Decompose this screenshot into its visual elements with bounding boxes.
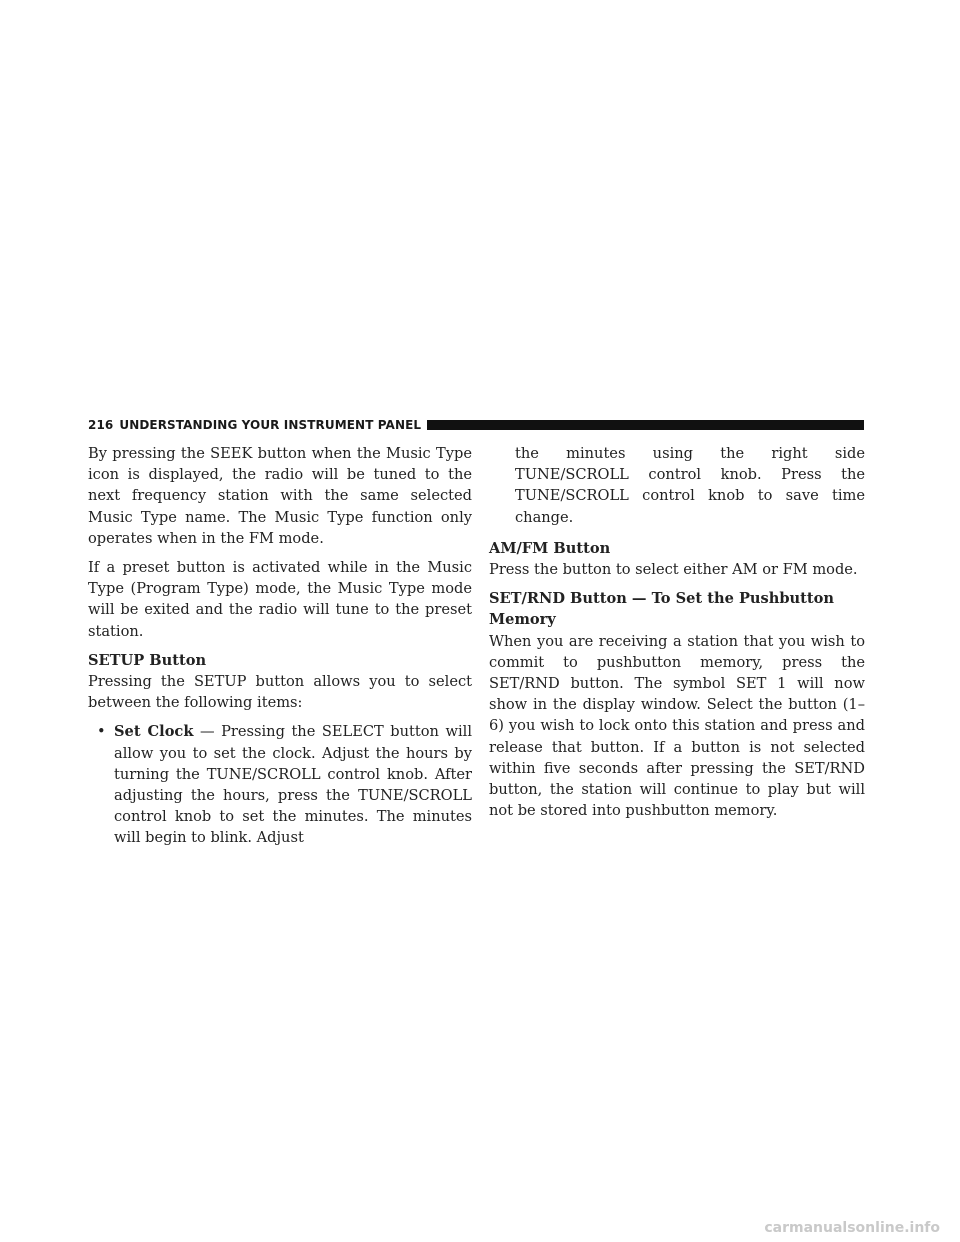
paragraph-amfm: Press the button to select either AM or FM mode. <box>489 561 858 579</box>
page-number: 216 <box>88 418 114 432</box>
right-column <box>489 443 865 829</box>
bullet-text: — Pressing the SELECT button will allow you to set the clock. Adjust the hours by turning the TUNE/SCROLL control knob. After adjusting the hours, press the TUNE/SCROLL control knob to set the minutes. The minutes will begin to blink. Adjust <box>114 723 472 847</box>
paragraph-setrnd: When you are receiving a station that you wish to commit to pushbutton memory, press the SET/RND button. The symbol SET 1 will now show in the display window. Select the button (1–6) you wish to lock onto this station and press and release that button. If a button is not selected within five seconds after pressing the SET/RND button, the station will continue to play but will not be stored into pushbutton memory. <box>489 632 865 820</box>
section-title: UNDERSTANDING YOUR INSTRUMENT PANEL <box>119 418 422 432</box>
heading-setup-button: SETUP Button <box>88 651 207 669</box>
heading-setrnd-line2: Memory <box>489 611 556 629</box>
bullet-continuation: the minutes using the right side TUNE/SCROLL control knob. Press the TUNE/SCROLL control knob to save time change. <box>515 445 865 526</box>
heading-setrnd-button <box>489 588 865 630</box>
list-item-set-clock <box>88 721 472 848</box>
paragraph-preset: If a preset button is activated while in the Music Type (Program Type) mode, the Music Type mode will be exited and the radio will tune to the preset station. <box>88 559 472 640</box>
bullet-icon: • <box>97 723 106 741</box>
heading-setrnd-line1: SET/RND Button — To Set the Pushbutton <box>489 590 834 608</box>
watermark: carmanualsonline.info <box>764 1220 940 1236</box>
header-rule <box>427 420 864 430</box>
page-header <box>88 418 864 432</box>
bullet-label: Set Clock <box>114 723 194 741</box>
paragraph-setup: Pressing the SETUP button allows you to select between the following items: <box>88 673 472 712</box>
left-column <box>88 443 472 849</box>
heading-amfm-button: AM/FM Button <box>489 539 611 557</box>
paragraph-seek: By pressing the SEEK button when the Music Type icon is displayed, the radio will be tuned to the next frequency station with the same selected Music Type name. The Music Type function only operates when in the FM mode. <box>88 445 472 547</box>
